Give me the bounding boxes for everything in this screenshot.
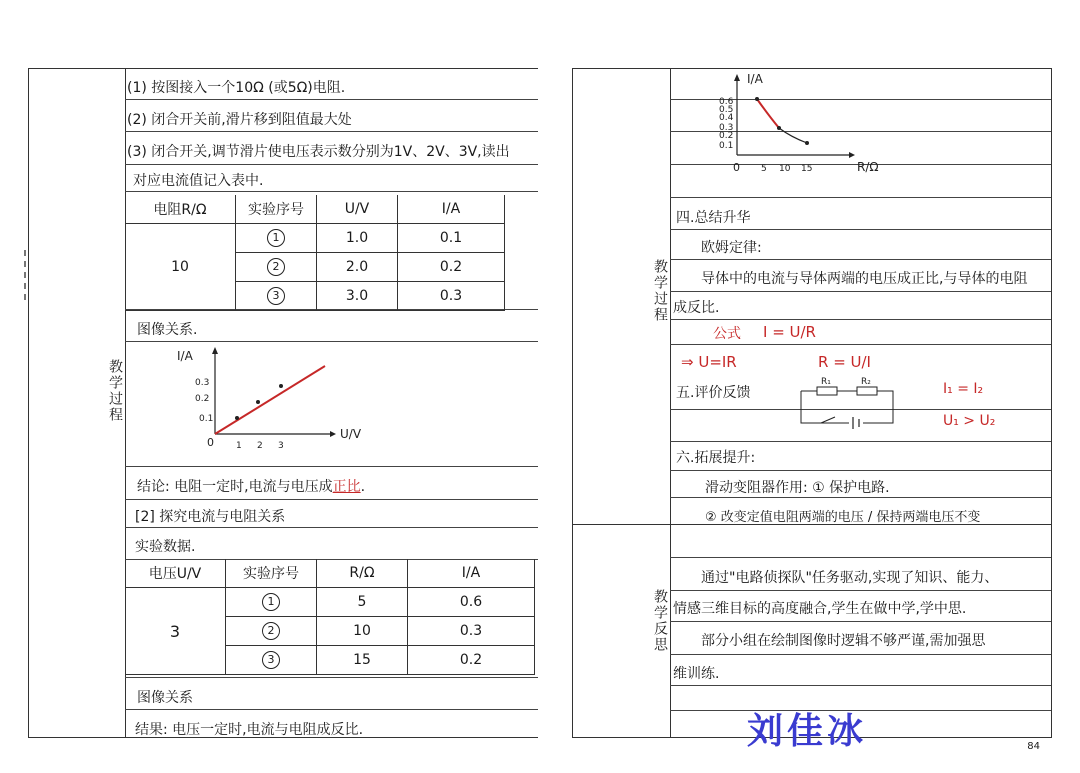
- table-header-cell: I/A: [398, 195, 505, 224]
- data-label: 实验数据.: [135, 539, 196, 555]
- r1-label: R₁: [821, 377, 831, 387]
- right-side-label-process: 教学过程: [652, 259, 668, 323]
- rule-line: [125, 164, 538, 165]
- rule-line: [670, 197, 1051, 198]
- y-tick-label: 0.4: [719, 113, 734, 123]
- page-number: 84: [1027, 741, 1040, 752]
- x-tick-label: 3: [278, 441, 284, 451]
- ohm-law-text-2: 成反比.: [673, 300, 720, 316]
- y-tick-label: 0.5: [719, 105, 734, 115]
- origin-label: 0: [207, 436, 214, 449]
- graph-current-voltage: [165, 344, 365, 456]
- table-cell: 0.6: [408, 588, 535, 617]
- ohm-law-title: 欧姆定律:: [701, 240, 762, 256]
- table-cell: 0.3: [408, 617, 535, 646]
- equal-current: I₁ = I₂: [943, 381, 984, 397]
- table-cell: 0.2: [398, 253, 505, 282]
- reflection-line-3: 部分小组在绘制图像时逻辑不够严谨,需加强思: [701, 633, 986, 649]
- y-tick-label: 0.3: [719, 123, 734, 133]
- table-header-cell: 实验序号: [226, 559, 317, 588]
- formula-label: 公式: [713, 326, 741, 342]
- left-side-label: 教学过程: [107, 359, 123, 423]
- table-cell: 1.0: [317, 224, 398, 253]
- extend-title: 六.拓展提升:: [676, 450, 756, 466]
- x-tick-label: 5: [761, 164, 767, 174]
- rule-line: [125, 527, 538, 528]
- y-tick-label: 0.2: [195, 394, 210, 404]
- data-point: [235, 416, 239, 420]
- circled-number: 2: [262, 622, 280, 640]
- x-tick-label: 1: [236, 441, 242, 451]
- x-tick-label: 15: [801, 164, 813, 174]
- table-group-cell: 10: [125, 224, 236, 311]
- table-row: [125, 588, 535, 617]
- rule-line: [125, 466, 538, 467]
- switch: [821, 417, 835, 423]
- x-tick-label: 2: [257, 441, 263, 451]
- table-cell: 10: [317, 617, 408, 646]
- reflection-line-4: 维训练.: [673, 666, 720, 682]
- circuit-wire: [801, 391, 849, 423]
- rule-line: [670, 319, 1051, 320]
- rule-line: [670, 470, 1051, 471]
- rule-line: [670, 590, 1051, 591]
- step-3-continued: 对应电流值记入表中.: [133, 173, 264, 189]
- table-row: [125, 224, 505, 253]
- section2-title: [2] 探究电流与电阻关系: [135, 509, 286, 525]
- table-header-cell: 实验序号: [236, 195, 317, 224]
- table-header-cell: 电阻R/Ω: [125, 195, 236, 224]
- reflection-line-2: 情感三维目标的高度融合,学生在做中学,学中思.: [673, 601, 967, 617]
- rule-line: [125, 191, 538, 192]
- rule-line: [125, 341, 538, 342]
- table-cell-seq: [226, 617, 317, 646]
- rheostat-function-1: 滑动变阻器作用: ① 保护电路.: [705, 480, 890, 496]
- data-point: [755, 97, 759, 101]
- table-current-resistance: [125, 559, 535, 675]
- data-point: [256, 400, 260, 404]
- conclusion-highlight: 正比: [332, 479, 361, 495]
- y-tick-label: 0.3: [195, 378, 210, 388]
- rule-line: [670, 259, 1051, 260]
- table-cell: 5: [317, 588, 408, 617]
- table-header-row: [125, 559, 535, 588]
- table-current-voltage: [125, 195, 505, 311]
- data-point: [279, 384, 283, 388]
- rule-line: [670, 229, 1051, 230]
- x-axis-label: U/V: [340, 427, 362, 441]
- table-cell: 2.0: [317, 253, 398, 282]
- step-3-text: (3) 闭合开关,调节滑片使电压表示数分别为1V、2V、3V,读出: [127, 144, 510, 160]
- table-header-cell: R/Ω: [317, 559, 408, 588]
- table-cell-seq: [226, 588, 317, 617]
- table-cell: 0.1: [398, 224, 505, 253]
- reflection-line-1: 通过"电路侦探队"任务驱动,实现了知识、能力、: [701, 570, 999, 586]
- x-axis-arrow: [330, 431, 336, 437]
- y-axis-arrow: [734, 74, 740, 81]
- table-cell: 0.2: [408, 646, 535, 675]
- table-cell-seq: [236, 253, 317, 282]
- circled-number: 3: [262, 651, 280, 669]
- ohm-law-text-1: 导体中的电流与导体两端的电压成正比,与导体的电阻: [701, 271, 1028, 287]
- circled-number: 3: [267, 287, 285, 305]
- r2-label: R₂: [861, 377, 871, 387]
- circled-number: 2: [267, 258, 285, 276]
- rule-line: [125, 131, 538, 132]
- y-tick-label: 0.6: [719, 97, 734, 107]
- voltage-compare: U₁ > U₂: [943, 413, 996, 429]
- table-cell-seq: [236, 282, 317, 311]
- circled-number: 1: [262, 593, 280, 611]
- rule-line: [125, 499, 538, 500]
- left-page: [28, 68, 538, 738]
- table-header-cell: U/V: [317, 195, 398, 224]
- rule-line: [670, 557, 1051, 558]
- rule-line: [670, 291, 1051, 292]
- y-tick-label: 0.1: [719, 141, 734, 151]
- curve-black: [779, 128, 807, 143]
- table-header-cell: I/A: [408, 559, 535, 588]
- data-point: [805, 141, 809, 145]
- table-header-row: [125, 195, 505, 224]
- rule-line: [125, 709, 538, 710]
- graph2-title: 图像关系: [137, 690, 193, 706]
- rule-line: [125, 677, 538, 678]
- right-side-label-reflection: 教学反思: [652, 589, 668, 653]
- right-page: [572, 68, 1052, 738]
- y-tick-label: 0.1: [199, 414, 214, 424]
- rule-line: [670, 621, 1051, 622]
- curve-red: [757, 99, 779, 128]
- left-side-column: [29, 69, 126, 737]
- rule-line: [125, 99, 538, 100]
- rule-line: [670, 344, 1051, 345]
- y-axis-label: I/A: [747, 72, 763, 86]
- x-tick-label: 10: [779, 164, 791, 174]
- series-circuit-diagram: [797, 375, 897, 433]
- rheostat-function-2: ② 改变定值电阻两端的电压 / 保持两端电压不变: [705, 510, 981, 525]
- graph1-title: 图像关系.: [137, 322, 198, 338]
- conclusion-text: [137, 476, 365, 496]
- y-axis-label: I/A: [177, 349, 193, 363]
- rule-line: [670, 654, 1051, 655]
- x-axis-arrow: [849, 152, 855, 158]
- author-name-stamp: 刘佳冰: [747, 710, 868, 752]
- x-axis-label: R/Ω: [857, 160, 879, 174]
- formula-resistance: R = U/I: [818, 353, 871, 371]
- y-tick-label: 0.2: [719, 131, 734, 141]
- rule-line: [670, 497, 1051, 498]
- conclusion-prefix: 结论: 电阻一定时,电流与电压成: [137, 479, 333, 495]
- data-line-red: [215, 366, 325, 434]
- resistor-r1: [817, 387, 837, 395]
- step-1-text: (1) 按图接入一个10Ω (或5Ω)电阻.: [127, 80, 346, 96]
- table-cell-seq: [236, 224, 317, 253]
- formula-ohm: I = U/R: [763, 323, 816, 341]
- summary-title: 四.总结升华: [676, 210, 751, 226]
- origin-label: 0: [733, 161, 740, 174]
- y-axis-arrow: [212, 347, 218, 354]
- graph-current-resistance: [711, 71, 891, 179]
- rule-line: [670, 685, 1051, 686]
- data-point: [777, 126, 781, 130]
- table-group-cell: 3: [125, 588, 226, 675]
- table-cell: 0.3: [398, 282, 505, 311]
- result-text: 结果: 电压一定时,电流与电阻成反比.: [135, 722, 364, 738]
- conclusion-suffix: .: [360, 479, 366, 495]
- feedback-title: 五.评价反馈: [676, 385, 751, 401]
- step-2-text: (2) 闭合开关前,滑片移到阻值最大处: [127, 112, 352, 128]
- table-cell-seq: [226, 646, 317, 675]
- table-header-cell: 电压U/V: [125, 559, 226, 588]
- resistor-r2: [857, 387, 877, 395]
- right-side-column: [573, 69, 671, 737]
- table-cell: 15: [317, 646, 408, 675]
- circled-number: 1: [267, 229, 285, 247]
- circuit-wire: [863, 391, 893, 423]
- table-cell: 3.0: [317, 282, 398, 311]
- rule-line: [670, 441, 1051, 442]
- formula-voltage: ⇒ U=IR: [681, 353, 737, 371]
